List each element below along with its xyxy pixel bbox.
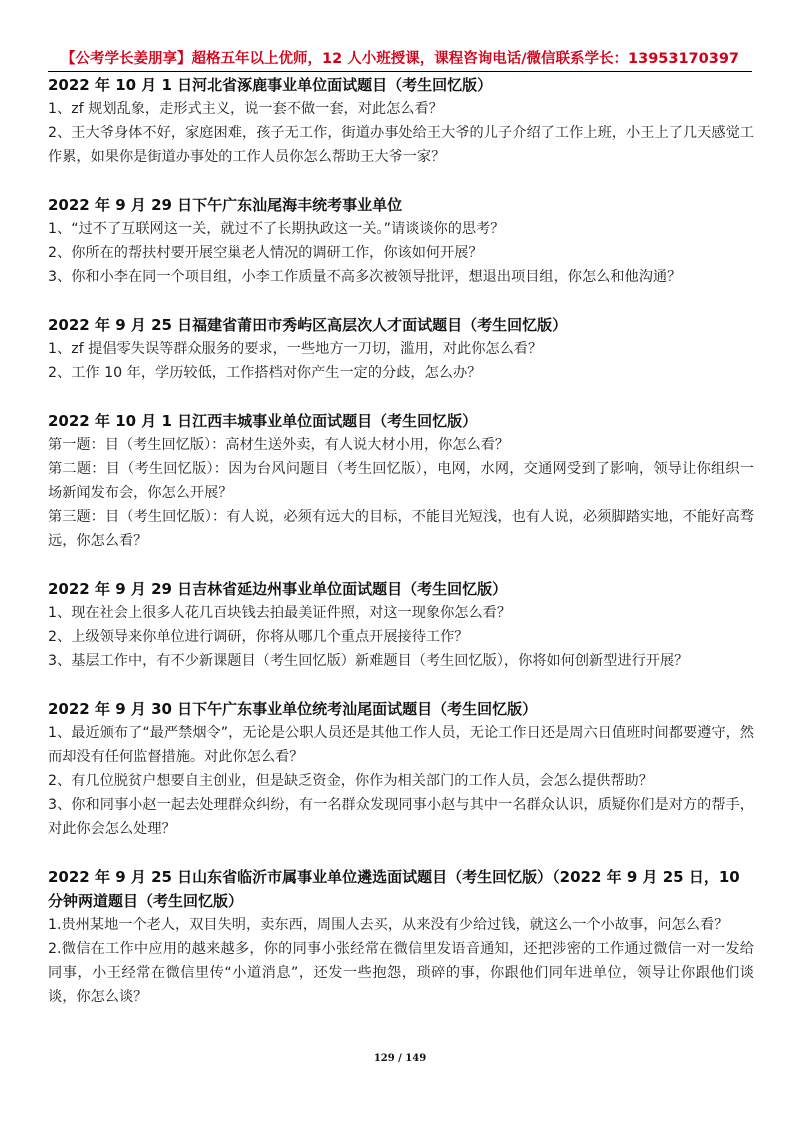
section-title: 2022 年 9 月 25 日福建省莆田市秀屿区高层次人才面试题目（考生回忆版） [48, 316, 568, 334]
section-title: 2022 年 9 月 29 日吉林省延边州事业单位面试题目（考生回忆版） [48, 580, 508, 598]
section-hebei-zhuolu [48, 73, 754, 169]
section-guangdong-shanwei [48, 697, 754, 841]
page-number: 129 / 149 [373, 1053, 427, 1064]
header-banner: 【公考学长姜朋享】超格五年以上优师，12 人小班授课，课程咨询电话/微信联系学长：13953170397 [61, 51, 739, 67]
header-divider [48, 71, 752, 72]
question-item: 1、zf 提倡零失误等群众服务的要求，一些地方一刀切，滥用，对此你怎么看？ [48, 341, 543, 357]
question-item: 第二题：目（考生回忆版）：因为台风问题目（考生回忆版），电网，水网，交通网受到了影响，领导让你组织一场新闻发布会，你怎么开展？ [48, 461, 754, 501]
section-fujian-putian [48, 313, 754, 385]
question-item: 1、zf 规划乱象，走形式主义，说一套不做一套，对此怎么看？ [48, 101, 443, 117]
question-item: 1.贵州某地一个老人，双目失明，卖东西，周围人去买，从来没有少给过钱，就这么一个小故事，问怎么看？ [48, 917, 729, 933]
section-title: 2022 年 10 月 1 日江西丰城事业单位面试题目（考生回忆版） [48, 412, 478, 430]
section-title: 2022 年 10 月 1 日河北省涿鹿事业单位面试题目（考生回忆版） [48, 76, 493, 94]
content-body [48, 73, 754, 1033]
question-item: 3、基层工作中，有不少新课题目（考生回忆版）新难题目（考生回忆版），你将如何创新型进行开展？ [48, 653, 689, 669]
question-item: 3、你和同事小赵一起去处理群众纠纷，有一名群众发现同事小赵与其中一名群众认识，质疑你们是对方的帮手，对此你会怎么处理？ [48, 797, 754, 837]
question-item: 2.微信在工作中应用的越来越多，你的同事小张经常在微信里发语音通知，还把涉密的工作通过微信一对一发给同事，小王经常在微信里传“小道消息”，还发一些抱怨，琐碎的事，你跟他们同年进单位，领导让你跟他们谈谈，你怎么谈？ [48, 941, 754, 1005]
question-item: 2、有几位脱贫户想要自主创业，但是缺乏资金，你作为相关部门的工作人员，会怎么提供帮助？ [48, 773, 653, 789]
question-item: 2、上级领导来你单位进行调研，你将从哪几个重点开展接待工作？ [48, 629, 469, 645]
question-item: 1、现在社会上很多人花几百块钱去拍最美证件照，对这一现象你怎么看？ [48, 605, 512, 621]
question-item: 第一题：目（考生回忆版）：高材生送外卖，有人说大材小用，你怎么看？ [48, 437, 510, 453]
question-item: 第三题：目（考生回忆版）：有人说，必须有远大的目标，不能目光短浅，也有人说，必须脚踏实地，不能好高骛远，你怎么看？ [48, 509, 754, 549]
question-item: 3、你和小李在同一个项目组，小李工作质量不高多次被领导批评，想退出项目组，你怎么和他沟通？ [48, 269, 682, 285]
question-item: 2、你所在的帮扶村要开展空巢老人情况的调研工作，你该如何开展？ [48, 245, 483, 261]
section-shandong-linyi [48, 865, 754, 1009]
question-item: 1、最近颁布了“最严禁烟令”，无论是公职人员还是其他工作人员，无论工作日还是周六日值班时间都要遵守，然而却没有任何监督措施。对此你怎么看？ [48, 725, 754, 765]
section-title: 2022 年 9 月 30 日下午广东事业单位统考汕尾面试题目（考生回忆版） [48, 700, 538, 718]
section-jilin-yanbian [48, 577, 754, 673]
question-item: 2、工作 10 年，学历较低，工作搭档对你产生一定的分歧，怎么办？ [48, 365, 482, 381]
question-item: 2、王大爷身体不好，家庭困难，孩子无工作，街道办事处给王大爷的儿子介绍了工作上班，小王上了几天感觉工作累，如果你是街道办事处的工作人员你怎么帮助王大爷一家？ [48, 125, 754, 165]
section-title: 2022 年 9 月 25 日山东省临沂市属事业单位遴选面试题目（考生回忆版）（2022 年 9 月 25 日，10 分钟两道题目（考生回忆版） [48, 868, 740, 910]
question-item: 1、“过不了互联网这一关，就过不了长期执政这一关。”请谈谈你的思考？ [48, 221, 505, 237]
section-jiangxi-fengcheng [48, 409, 754, 553]
section-guangdong-haifeng [48, 193, 754, 289]
section-title: 2022 年 9 月 29 日下午广东汕尾海丰统考事业单位 [48, 196, 403, 214]
